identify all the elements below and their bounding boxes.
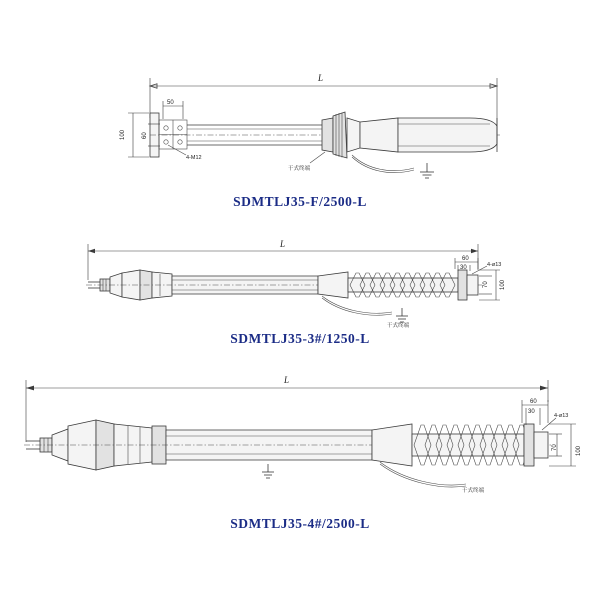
figure-1-note-terminal: 干式终端 (288, 166, 311, 172)
figure-2-dim-L: L (280, 239, 286, 249)
figure-1-dim-60: 60 (142, 132, 148, 139)
figure-1-caption: SDMTLJ35-F/2500-L (233, 194, 367, 209)
figure-3-caption: SDMTLJ35-4#/2500-L (230, 516, 370, 531)
figure-3-dim-60: 60 (530, 399, 537, 405)
figure-2-drawing (0, 228, 600, 338)
figure-3-dim-30: 30 (528, 409, 535, 415)
figure-1-drawing (0, 0, 600, 190)
figure-3-note-holes: 4-ø13 (554, 413, 569, 419)
figure-3-dim-L: L (284, 375, 290, 385)
figure-1-dim-100: 100 (120, 129, 126, 140)
figure-2-dim-30: 30 (460, 265, 467, 271)
figure-1-dim-L: L (318, 73, 324, 83)
figure-2-dim-60: 60 (462, 256, 469, 262)
figure-2-note-terminal: 干式终端 (387, 323, 410, 329)
figure-3-dim-70: 70 (552, 444, 558, 451)
figure-3-dim-100: 100 (576, 445, 582, 456)
figure-2-dim-100: 100 (500, 279, 506, 290)
figure-3-note-terminal: 干式终端 (462, 488, 485, 494)
figure-1-note-bolts: 4-M12 (186, 155, 202, 161)
figure-2-dim-70: 70 (483, 281, 489, 288)
figure-2-note-holes: 4-ø13 (487, 262, 502, 268)
figure-2-caption: SDMTLJ35-3#/1250-L (230, 331, 370, 346)
figure-1-dim-50: 50 (167, 100, 174, 106)
figure-3-drawing (0, 368, 600, 528)
